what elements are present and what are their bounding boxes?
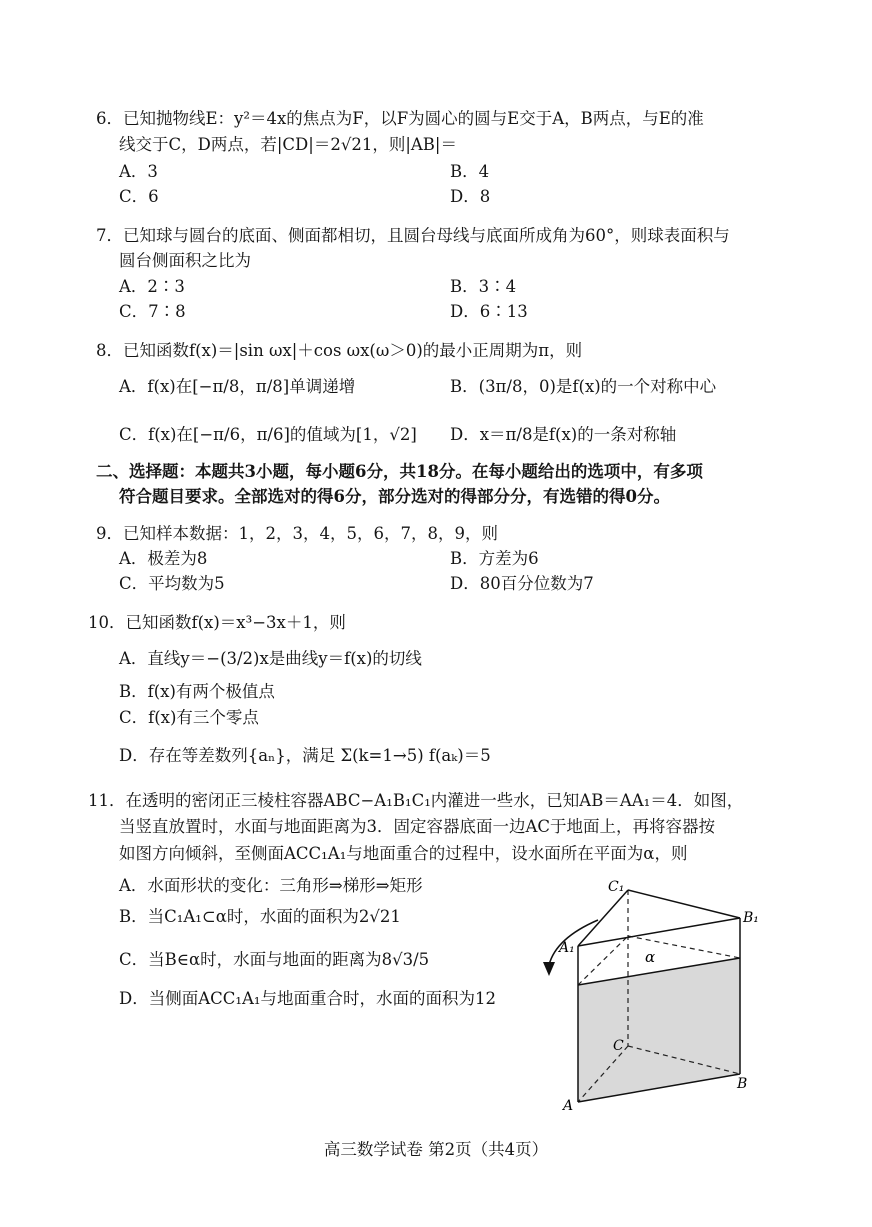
label-b1: B₁ (743, 910, 759, 926)
q10-stem: 10．已知函数f(x)＝x³−3x＋1，则 (88, 613, 346, 632)
q10-option-a: A．直线y＝−(3/2)x是曲线y＝f(x)的切线 (119, 649, 422, 668)
rotation-arrowhead (543, 962, 555, 976)
q9-option-c: C．平均数为5 (119, 574, 225, 593)
q8-option-d: D．x＝π/8是f(x)的一条对称轴 (450, 425, 677, 444)
label-a: A (563, 1098, 574, 1114)
q6-option-a: A．3 (119, 162, 158, 181)
q6-option-b: B．4 (450, 162, 490, 181)
q8-option-b: B．(3π/8，0)是f(x)的一个对称中心 (450, 377, 717, 396)
q9-option-a: A．极差为8 (119, 549, 208, 568)
q10-option-b: B．f(x)有两个极值点 (119, 682, 275, 701)
q6-stem-line2: 线交于C，D两点，若|CD|＝2√21，则|AB|＝ (119, 135, 457, 154)
label-b: B (737, 1076, 748, 1092)
q11-option-c: C．当B∈α时，水面与地面的距离为8√3/5 (119, 950, 430, 969)
q10-option-d: D．存在等差数列{aₙ}，满足 Σ(k=1→5) f(aₖ)＝5 (119, 746, 491, 765)
label-alpha: α (645, 948, 656, 966)
q9-stem: 9．已知样本数据：1，2，3，4，5，6，7，8，9，则 (96, 524, 498, 543)
q8-option-a: A．f(x)在[−π/8，π/8]单调递增 (119, 377, 356, 396)
q7-stem-line1: 7．已知球与圆台的底面、侧面都相切，且圆台母线与底面所成角为60°，则球表面积与 (96, 226, 730, 245)
q6-option-c: C．6 (119, 187, 159, 206)
q7-stem-line2: 圆台侧面积之比为 (119, 251, 251, 270)
q6-stem-line1: 6．已知抛物线E：y²＝4x的焦点为F，以F为圆心的圆与E交于A，B两点，与E的准 (96, 109, 704, 128)
water-region (578, 958, 740, 1102)
q8-option-c: C．f(x)在[−π/6，π/6]的值域为[1，√2] (119, 425, 417, 444)
section2-heading-line1: 二、选择题：本题共3小题，每小题6分，共18分。在每小题给出的选项中，有多项 (96, 462, 703, 481)
q9-option-b: B．方差为6 (450, 549, 539, 568)
page-footer: 高三数学试卷 第2页（共4页） (323, 1140, 549, 1159)
q11-option-b: B．当C₁A₁⊂α时，水面的面积为2√21 (119, 907, 401, 926)
q11-stem-line2: 当竖直放置时，水面与地面距离为3．固定容器底面一边AC于地面上，再将容器按 (119, 817, 716, 836)
q11-stem-line1: 11．在透明的密闭正三棱柱容器ABC−A₁B₁C₁内灌进一些水，已知AB＝AA₁＝4．如图， (88, 791, 744, 810)
label-c1: C₁ (608, 879, 625, 895)
q6-option-d: D．8 (450, 187, 491, 206)
q8-stem: 8．已知函数f(x)＝|sin ωx|＋cos ωx(ω＞0)的最小正周期为π，则 (96, 341, 583, 360)
q11-stem-line3: 如图方向倾斜，至侧面ACC₁A₁与地面重合的过程中，设水面所在平面为α，则 (119, 844, 688, 863)
label-a1: A₁ (559, 940, 575, 956)
q7-option-d: D．6∶13 (450, 302, 528, 321)
label-c: C (613, 1038, 624, 1054)
q9-option-d: D．80百分位数为7 (450, 574, 594, 593)
q10-option-c: C．f(x)有三个零点 (119, 708, 259, 727)
q7-option-b: B．3∶4 (450, 277, 517, 296)
q7-option-a: A．2∶3 (119, 277, 185, 296)
q11-option-a: A．水面形状的变化：三角形⇒梯形⇒矩形 (119, 876, 423, 895)
q11-option-d: D．当侧面ACC₁A₁与地面重合时，水面的面积为12 (119, 989, 497, 1008)
section2-heading-line2: 符合题目要求。全部选对的得6分，部分选对的得部分分，有选错的得0分。 (119, 487, 670, 506)
q7-option-c: C．7∶8 (119, 302, 186, 321)
